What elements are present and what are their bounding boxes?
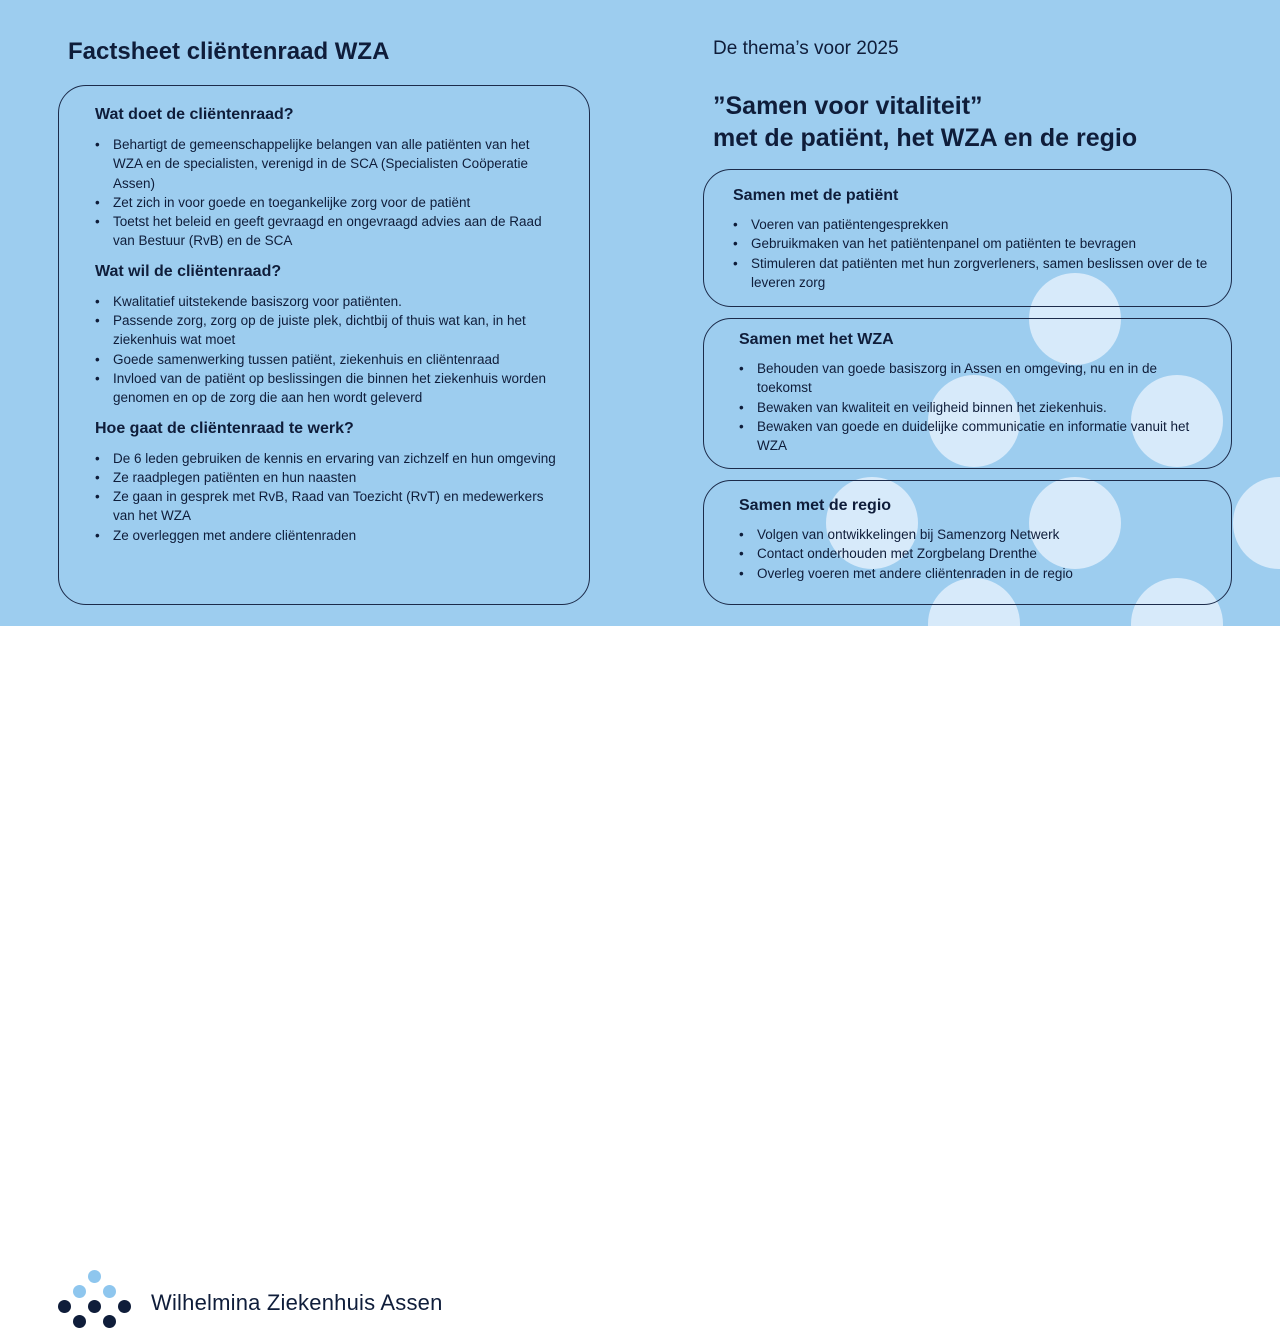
- theme-panel-patient: [703, 169, 1232, 307]
- wza-logo-icon: [58, 1270, 132, 1328]
- section-title: Wat wil de cliëntenraad?: [95, 262, 282, 280]
- theme-panel-wza: [703, 318, 1232, 469]
- list-item: • Toetst het beleid en geeft gevraagd en ongevraagd advies aan de Raad van Bestuur (RvB) en de SCA: [95, 212, 559, 251]
- slogan-line: met de patiënt, het WZA en de regio: [713, 124, 1138, 152]
- list-item: • Bewaken van goede en duidelijke communicatie en informatie vanuit het WZA: [739, 417, 1211, 456]
- list-item: • Overleg voeren met andere cliëntenraden in de regio: [739, 564, 1211, 583]
- list-item: • Ze gaan in gesprek met RvB, Raad van Toezicht (RvT) en medewerkers van het WZA: [95, 487, 559, 526]
- theme-list: [739, 525, 1211, 583]
- list-item: • Zet zich in voor goede en toegankelijke zorg voor de patiënt: [95, 193, 559, 212]
- list-item: • Goede samenwerking tussen patiënt, ziekenhuis en cliëntenraad: [95, 350, 559, 369]
- slogan-line: ”Samen voor vitaliteit”: [713, 92, 983, 120]
- slide-background: [0, 0, 1280, 626]
- brand-name: Wilhelmina Ziekenhuis Assen: [151, 1290, 443, 1315]
- theme-panel-regio: [703, 480, 1232, 605]
- theme-title: Samen met de regio: [739, 497, 892, 514]
- section-list: [95, 135, 559, 251]
- themes-heading: De thema’s voor 2025: [713, 38, 899, 59]
- list-item: • Voeren van patiëntengesprekken: [733, 215, 1211, 234]
- list-item: • Volgen van ontwikkelingen bij Samenzorg Netwerk: [739, 525, 1211, 544]
- theme-list: [733, 215, 1211, 292]
- list-item: • De 6 leden gebruiken de kennis en ervaring van zichzelf en hun omgeving: [95, 449, 559, 468]
- list-item: • Passende zorg, zorg op de juiste plek, dichtbij of thuis wat kan, in het ziekenhuis wat moet: [95, 311, 559, 350]
- list-item: • Bewaken van kwaliteit en veiligheid binnen het ziekenhuis.: [739, 398, 1211, 417]
- page-title: Factsheet cliëntenraad WZA: [68, 38, 390, 65]
- decorative-circle: [1233, 477, 1280, 569]
- list-item: • Ze overleggen met andere cliëntenraden: [95, 526, 559, 545]
- theme-list: [739, 359, 1211, 455]
- section-list: [95, 292, 559, 408]
- list-item: • Behartigt de gemeenschappelijke belangen van alle patiënten van het WZA en de specialisten, verenigd in de SCA (Specialisten Coöperatie Assen): [95, 135, 559, 193]
- theme-title: Samen met het WZA: [739, 331, 894, 348]
- list-item: • Ze raadplegen patiënten en hun naasten: [95, 468, 559, 487]
- section-title: Hoe gaat de cliëntenraad te werk?: [95, 419, 354, 437]
- section-title: Wat doet de cliëntenraad?: [95, 106, 294, 123]
- slogan: [713, 90, 1137, 154]
- section-list: [95, 449, 559, 545]
- list-item: • Gebruikmaken van het patiëntenpanel om patiënten te bevragen: [733, 234, 1211, 253]
- list-item: • Contact onderhouden met Zorgbelang Drenthe: [739, 544, 1211, 563]
- footer: [0, 626, 1280, 1315]
- list-item: • Behouden van goede basiszorg in Assen en omgeving, nu en in de toekomst: [739, 359, 1211, 398]
- list-item: • Invloed van de patiënt op beslissingen die binnen het ziekenhuis worden genomen en op de zorg die aan hen wordt geleverd: [95, 369, 559, 408]
- list-item: • Stimuleren dat patiënten met hun zorgverleners, samen beslissen over de te leveren zorg: [733, 254, 1211, 293]
- list-item: • Kwalitatief uitstekende basiszorg voor patiënten.: [95, 292, 559, 311]
- theme-title: Samen met de patiënt: [733, 187, 899, 204]
- factsheet-panel: [58, 85, 590, 605]
